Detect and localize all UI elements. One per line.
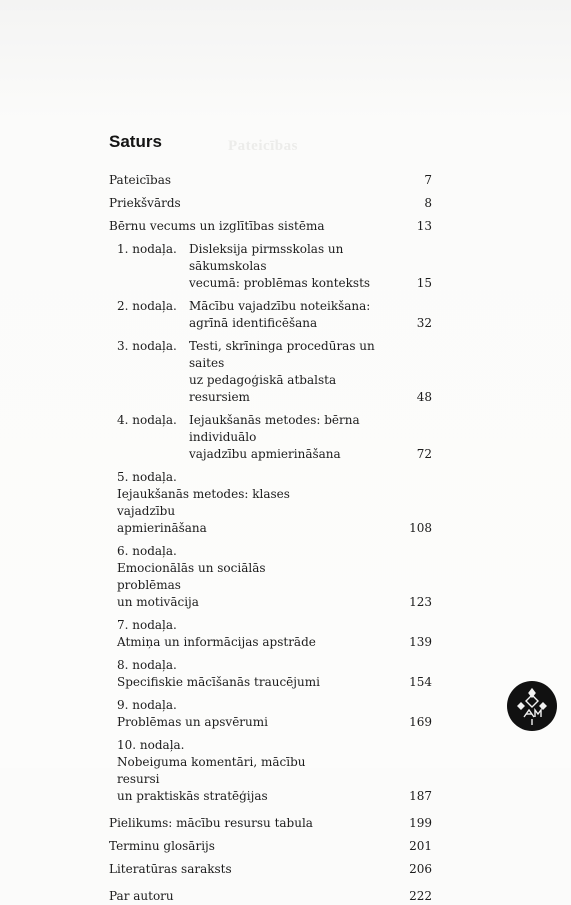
chapter-title-line1: Disleksija pirmsskolas un sākumskolas <box>189 242 344 273</box>
chapter-page: 169 <box>409 715 432 729</box>
toc-entry-page: 201 <box>409 839 432 853</box>
chapter-title-line1: Atmiņa un informācijas apstrāde <box>117 635 316 649</box>
chapter-title-line1: Mācību vajadzību noteikšana: <box>189 299 371 313</box>
chapter-title-line1: Iejaukšanās metodes: bērna individuālo <box>189 413 360 444</box>
toc-entry <box>109 888 432 905</box>
toc-chapter <box>109 469 432 537</box>
toc-chapter <box>109 617 432 651</box>
toc-entry-page: 8 <box>424 196 432 210</box>
chapter-title-line2: un motivācija <box>117 595 199 609</box>
chapter-label: 8. nodaļa. <box>117 658 177 672</box>
toc-chapter <box>109 737 432 805</box>
chapter-title-line1: Iejaukšanās metodes: klases vajadzību <box>117 487 290 518</box>
chapter-label: 4. nodaļa. <box>117 413 177 427</box>
chapter-title-line2: un praktiskās stratēģijas <box>117 789 268 803</box>
publisher-logo-icon <box>507 681 557 731</box>
chapter-title-line1: Problēmas un apsvērumi <box>117 715 268 729</box>
chapter-label: 7. nodaļa. <box>117 618 177 632</box>
toc-entry <box>109 838 432 855</box>
chapter-title-line2: vajadzību apmierināšana <box>189 447 341 461</box>
chapter-title-line2: agrīnā identificēšana <box>189 316 318 330</box>
toc-chapter <box>109 697 432 731</box>
chapter-label: 2. nodaļa. <box>117 299 177 313</box>
chapter-label: 5. nodaļa. <box>117 470 177 484</box>
chapter-label: 1. nodaļa. <box>117 242 177 256</box>
toc-chapter <box>109 298 432 332</box>
toc-entry-title: Pielikums: mācību resursu tabula <box>109 816 313 830</box>
chapter-title-line2: vecumā: problēmas konteksts <box>189 276 371 290</box>
chapter-title-line2: uz pedagoģiskā atbalsta resursiem <box>189 373 337 404</box>
toc-entry-title: Terminu glosārijs <box>109 839 215 853</box>
chapter-label: 3. nodaļa. <box>117 339 177 353</box>
toc-entry-page: 222 <box>409 889 432 903</box>
toc-entry-title: Bērnu vecums un izglītības sistēma <box>109 219 325 233</box>
chapter-label: 9. nodaļa. <box>117 698 177 712</box>
chapter-page: 108 <box>409 521 432 535</box>
chapter-title-line1: Specifiskie mācīšanās traucējumi <box>117 675 320 689</box>
toc-entry <box>109 861 432 878</box>
show-through-heading: Pateicības <box>228 138 298 154</box>
toc-entry <box>109 218 432 235</box>
chapter-page: 15 <box>416 276 432 290</box>
chapter-page: 48 <box>416 390 432 404</box>
toc-entry-title: Priekšvārds <box>109 196 181 210</box>
chapter-page: 187 <box>409 789 432 803</box>
chapter-page: 72 <box>416 447 432 461</box>
toc-entry-page: 206 <box>409 862 432 876</box>
toc-chapter <box>109 543 432 611</box>
toc-entry-page: 13 <box>416 219 432 233</box>
toc-entry <box>109 172 432 189</box>
toc-chapter <box>109 241 432 292</box>
toc-entry-title: Pateicības <box>109 173 172 187</box>
chapter-label: 6. nodaļa. <box>117 544 177 558</box>
toc-chapter <box>109 338 432 406</box>
toc-chapter <box>109 657 432 691</box>
toc-entry <box>109 815 432 832</box>
toc-entry-page: 7 <box>424 173 432 187</box>
chapter-title-line2: apmierināšana <box>117 521 207 535</box>
chapter-title-line1: Nobeiguma komentāri, mācību resursi <box>117 755 306 786</box>
chapter-page: 154 <box>409 675 432 689</box>
chapter-page: 32 <box>416 316 432 330</box>
chapter-page: 123 <box>409 595 432 609</box>
toc-chapter <box>109 412 432 463</box>
toc-entry <box>109 195 432 212</box>
table-of-contents <box>109 172 432 905</box>
chapter-page: 139 <box>409 635 432 649</box>
toc-entry-page: 199 <box>409 816 432 830</box>
chapter-title-line1: Emocionālās un sociālās problēmas <box>117 561 266 592</box>
toc-entry-title: Literatūras saraksts <box>109 862 232 876</box>
toc-entry-title: Par autoru <box>109 889 174 903</box>
chapter-label: 10. nodaļa. <box>117 738 185 752</box>
page-title: Saturs <box>109 132 162 151</box>
chapter-title-line1: Testi, skrīninga procedūras un saites <box>189 339 375 370</box>
